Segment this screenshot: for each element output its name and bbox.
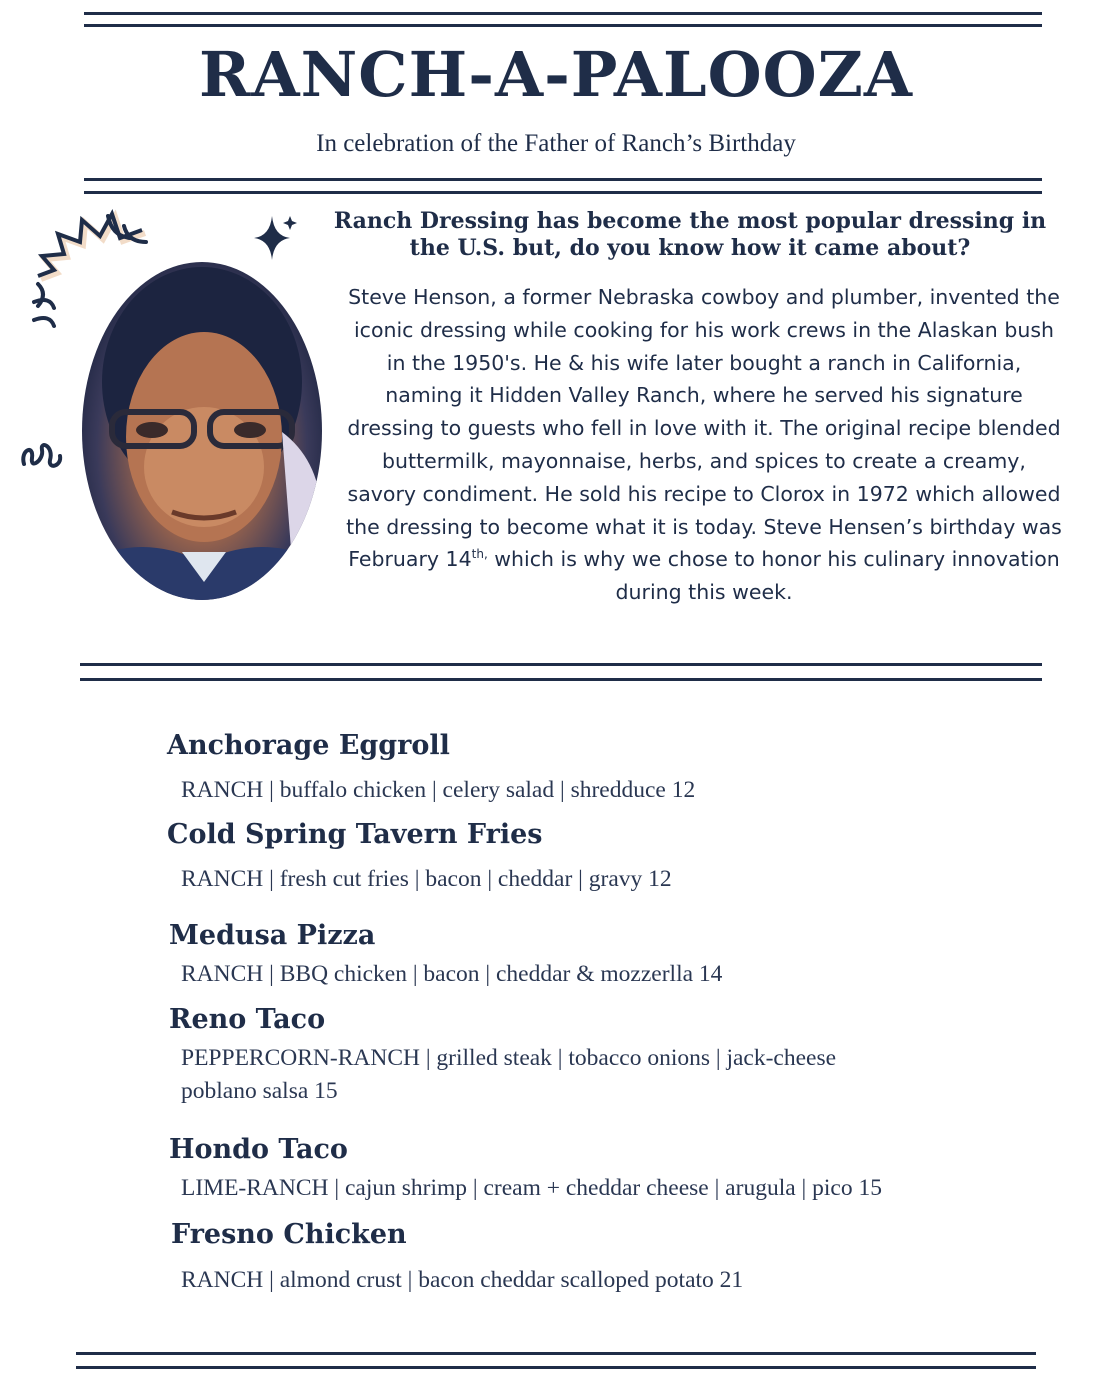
menu-item-name: Cold Spring Tavern Fries	[167, 819, 543, 850]
story-main: Steve Henson, a former Nebraska cowboy and plumber, invented the iconic dressing while cooking for his work crews in the Alaskan bush in the 1950's. He & his wife later bought a ranch in California, naming it Hidden Valley Ranch, where he served his signature dressing to guests who fell in love with it. The original recipe blended buttermilk, mayonnaise, herbs, and spices to create a creamy, savory condiment. He sold his recipe to Clorox in 1972 which allowed the dressing to become what it is today. Steve Hensen’s birthday was February 14	[346, 285, 1062, 572]
squiggle-icon	[18, 436, 64, 476]
menu-item-desc: RANCH | BBQ chicken | bacon | cheddar & mozzerlla 14	[181, 961, 723, 987]
menu-item-desc-line2: poblano salsa 15	[181, 1078, 338, 1104]
menu-item-name: Reno Taco	[169, 1004, 326, 1035]
menu-item-desc: RANCH | fresh cut fries | bacon | cheddar | gravy 12	[181, 866, 672, 892]
intro-story	[346, 281, 1062, 609]
page-title: RANCH-A-PALOOZA	[199, 38, 913, 111]
mid-rule-1	[80, 663, 1042, 666]
bottom-rule-1	[76, 1352, 1036, 1355]
sparkle-icon	[254, 212, 300, 262]
menu-item-desc: RANCH | almond crust | bacon cheddar scalloped potato 21	[181, 1267, 744, 1293]
page-subtitle: In celebration of the Father of Ranch’s Birthday	[316, 130, 796, 157]
menu-item-name: Hondo Taco	[169, 1134, 348, 1165]
story-end: which is why we chose to honor his culinary innovation during this week.	[487, 547, 1060, 605]
menu-item-name: Medusa Pizza	[169, 920, 376, 951]
menu-item-name: Anchorage Eggroll	[167, 730, 450, 761]
intro-headline: Ranch Dressing has become the most popular dressing in the U.S. but, do you know how it came about?	[333, 208, 1047, 261]
header-rule-1	[84, 178, 1042, 181]
menu-item-desc: RANCH | buffalo chicken | celery salad | shredduce 12	[181, 777, 696, 803]
story-superscript: th,	[471, 547, 488, 562]
header-rule-2	[84, 191, 1042, 194]
menu-item-desc: LIME-RANCH | cajun shrimp | cream + cheddar cheese | arugula | pico 15	[181, 1175, 882, 1201]
top-rule-1	[84, 12, 1042, 15]
top-rule-2	[84, 24, 1042, 27]
menu-item-desc: PEPPERCORN-RANCH | grilled steak | tobacco onions | jack-cheese	[181, 1045, 837, 1071]
mid-rule-2	[80, 678, 1042, 681]
bottom-rule-2	[76, 1366, 1036, 1369]
portrait-photo	[82, 262, 322, 600]
menu-item-name: Fresno Chicken	[171, 1219, 407, 1250]
